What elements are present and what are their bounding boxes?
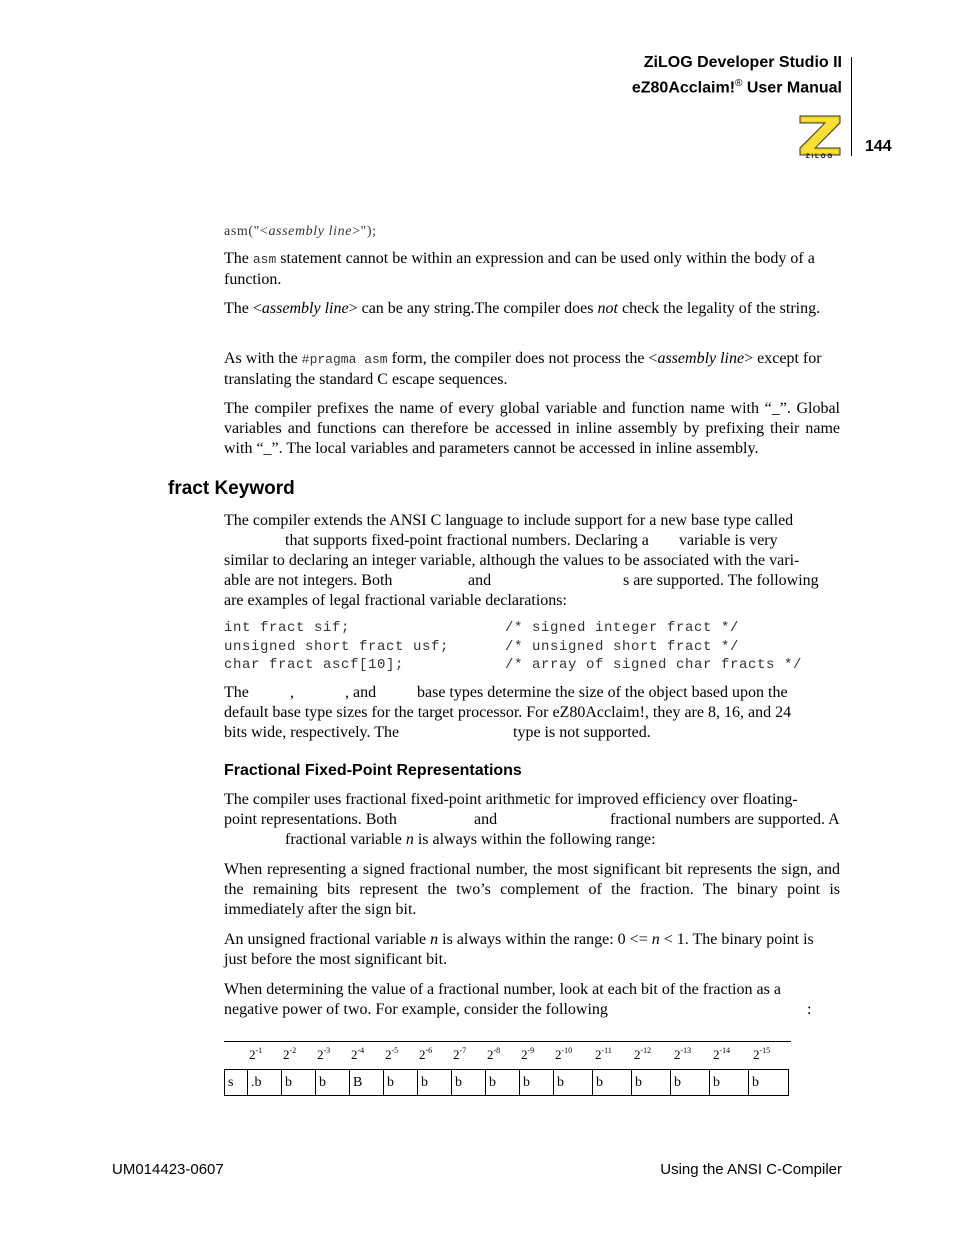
text: The bbox=[224, 684, 249, 701]
line: are examples of legal fractional variable declarations: bbox=[224, 592, 567, 609]
text: bits wide, respectively. The bbox=[224, 724, 400, 741]
paragraph-asm-statement bbox=[224, 249, 840, 290]
text: is always within the following range: bbox=[413, 831, 656, 848]
text: check the legality of the string. bbox=[617, 300, 821, 317]
code-comment: /* array of signed char fracts */ bbox=[505, 657, 803, 673]
power-label: $2^{-12}$ bbox=[634, 1046, 652, 1062]
text: fractional variable bbox=[285, 831, 406, 848]
document-subtitle bbox=[632, 73, 842, 98]
table-row bbox=[225, 1070, 789, 1096]
power-of-two-row bbox=[224, 1041, 791, 1070]
bit-cell: b bbox=[749, 1070, 789, 1096]
power-label: $2^{-3}$ bbox=[317, 1046, 331, 1062]
bit-cell: b bbox=[520, 1070, 554, 1096]
line: The compiler extends the ANSI C language to include support for a new base type called bbox=[224, 512, 794, 529]
line bbox=[224, 723, 840, 743]
power-label: $2^{-13}$ bbox=[674, 1046, 692, 1062]
bit-cell: b bbox=[282, 1070, 316, 1096]
text: able are not integers. Both bbox=[224, 572, 393, 589]
emphasis: assembly line bbox=[261, 300, 349, 317]
header-divider bbox=[851, 57, 852, 156]
document-title: ZiLOG Developer Studio II bbox=[643, 54, 842, 71]
bit-layout-table bbox=[224, 1069, 789, 1096]
text: point representations. Both bbox=[224, 811, 397, 828]
power-label: $2^{-8}$ bbox=[487, 1046, 501, 1062]
zilog-logo bbox=[795, 113, 845, 163]
power-label: $2^{-2}$ bbox=[283, 1046, 297, 1062]
text: form, the compiler does not process the < bbox=[387, 350, 658, 367]
bit-cell: b bbox=[418, 1070, 452, 1096]
line bbox=[224, 571, 840, 591]
text: > can be any string.The compiler does bbox=[348, 300, 598, 317]
paragraph-assembly-line bbox=[224, 299, 840, 319]
bit-cell: .b bbox=[248, 1070, 282, 1096]
bit-cell: b bbox=[486, 1070, 520, 1096]
paragraph-pragma-asm bbox=[224, 349, 840, 390]
text: fractional numbers are supported. A bbox=[610, 811, 840, 828]
text: > except for translating the standard C escape sequences. bbox=[224, 350, 822, 388]
code-declaration: int fract sif; bbox=[224, 620, 351, 636]
variable-n: n bbox=[405, 831, 414, 848]
line bbox=[224, 531, 840, 551]
asm-syntax-placeholder: assembly line bbox=[268, 224, 353, 239]
variable-n: n bbox=[651, 931, 660, 948]
text: and bbox=[468, 572, 492, 589]
text: The bbox=[224, 250, 253, 267]
line: When determining the value of a fractional number, look at each bit of the fraction as a bbox=[224, 981, 781, 998]
bit-cell: s bbox=[225, 1070, 248, 1096]
asm-syntax-part: asm("< bbox=[224, 224, 269, 239]
text: is always within the range: 0 <= bbox=[438, 931, 652, 948]
paragraph-unsigned-range bbox=[224, 930, 840, 970]
line bbox=[224, 1000, 840, 1020]
text: An unsigned fractional variable bbox=[224, 931, 431, 948]
footer-doc-id: UM014423-0607 bbox=[112, 1161, 224, 1178]
text: statement cannot be within an expression and can be used only within the body of a function. bbox=[224, 250, 815, 288]
power-label: $2^{-5}$ bbox=[385, 1046, 399, 1062]
bit-cell: b bbox=[316, 1070, 350, 1096]
inline-code: #pragma asm bbox=[301, 352, 388, 367]
text: As with the bbox=[224, 350, 302, 367]
text: : bbox=[807, 1001, 812, 1018]
line: similar to declaring an integer variable, although the values to be associated with the vari- bbox=[224, 552, 800, 569]
bit-cell: b bbox=[452, 1070, 486, 1096]
power-label: $2^{-1}$ bbox=[249, 1046, 263, 1062]
line bbox=[224, 683, 840, 703]
variable-n: n bbox=[430, 931, 439, 948]
text: and bbox=[474, 811, 498, 828]
code-comment: /* unsigned short fract */ bbox=[505, 638, 740, 655]
power-label: $2^{-10}$ bbox=[555, 1046, 573, 1062]
footer-section: Using the ANSI C-Compiler bbox=[660, 1161, 842, 1178]
page-number: 144 bbox=[865, 138, 892, 155]
subtitle-suffix: User Manual bbox=[742, 79, 842, 97]
line bbox=[224, 810, 840, 830]
section-heading-fract: fract Keyword bbox=[168, 478, 295, 499]
registered-mark: ® bbox=[735, 78, 743, 89]
paragraph-global-prefix: The compiler prefixes the name of every global variable and function name with “_”. Global variables and functions can therefore be accessed in inline assembly by prefixing their name with “_”. The local variables and parameters cannot be accessed in inline assembly. bbox=[224, 400, 840, 457]
power-label: $2^{-14}$ bbox=[713, 1046, 731, 1062]
power-label: $2^{-7}$ bbox=[453, 1046, 467, 1062]
emphasis: not bbox=[597, 300, 618, 317]
bit-cell: b bbox=[671, 1070, 710, 1096]
code-declaration: char fract ascf[10]; bbox=[224, 657, 405, 673]
bit-cell: b bbox=[384, 1070, 418, 1096]
text: , and bbox=[345, 684, 377, 701]
asm-syntax-part: >"); bbox=[352, 224, 377, 239]
line bbox=[224, 830, 840, 850]
paragraph-negative-powers bbox=[224, 980, 840, 1020]
text: type is not supported. bbox=[513, 724, 651, 741]
text: base types determine the size of the object based upon the bbox=[417, 684, 788, 701]
code-comment: /* signed integer fract */ bbox=[505, 620, 740, 636]
asm-syntax bbox=[224, 222, 840, 242]
paragraph-signed-representation: When representing a signed fractional number, the most significant bit represents the sign, and the remaining bits represent the two’s complement of the fraction. The binary point is immediately after the sign bit. bbox=[224, 861, 840, 918]
paragraph-fract-intro bbox=[224, 511, 840, 611]
bit-cell: b bbox=[710, 1070, 749, 1096]
bit-cell: b bbox=[632, 1070, 671, 1096]
power-label: $2^{-6}$ bbox=[419, 1046, 433, 1062]
code-declaration: unsigned short fract usf; bbox=[224, 638, 450, 655]
text: < 1. The binary point is just before the most significant bit. bbox=[224, 931, 814, 968]
paragraph-base-types bbox=[224, 683, 840, 743]
line: The compiler uses fractional fixed-point arithmetic for improved efficiency over floating- bbox=[224, 791, 798, 808]
power-label: $2^{-15}$ bbox=[753, 1046, 771, 1062]
logo-wordmark: ZiLOG bbox=[805, 154, 835, 160]
emphasis: assembly line bbox=[657, 350, 745, 367]
text: that supports fixed-point fractional numbers. Declaring a bbox=[285, 532, 649, 549]
power-label: $2^{-9}$ bbox=[521, 1046, 535, 1062]
paragraph-fixed-point bbox=[224, 790, 840, 850]
line: default base type sizes for the target processor. For eZ80Acclaim!, they are 8, 16, and 24 bbox=[224, 704, 792, 721]
text: , bbox=[290, 684, 294, 701]
bit-cell: b bbox=[554, 1070, 593, 1096]
power-label: $2^{-4}$ bbox=[351, 1046, 365, 1062]
power-label: $2^{-11}$ bbox=[595, 1046, 612, 1062]
bit-cell: b bbox=[593, 1070, 632, 1096]
text: negative power of two. For example, consider the following bbox=[224, 1001, 608, 1018]
subtitle-product: eZ80Acclaim! bbox=[631, 79, 736, 97]
text: s are supported. The following bbox=[623, 572, 819, 589]
inline-code: asm bbox=[252, 252, 277, 267]
text: The < bbox=[224, 300, 262, 317]
subsection-heading-fixed-point: Fractional Fixed-Point Representations bbox=[224, 762, 522, 779]
bit-cell: B bbox=[350, 1070, 384, 1096]
text: variable is very bbox=[679, 532, 778, 549]
